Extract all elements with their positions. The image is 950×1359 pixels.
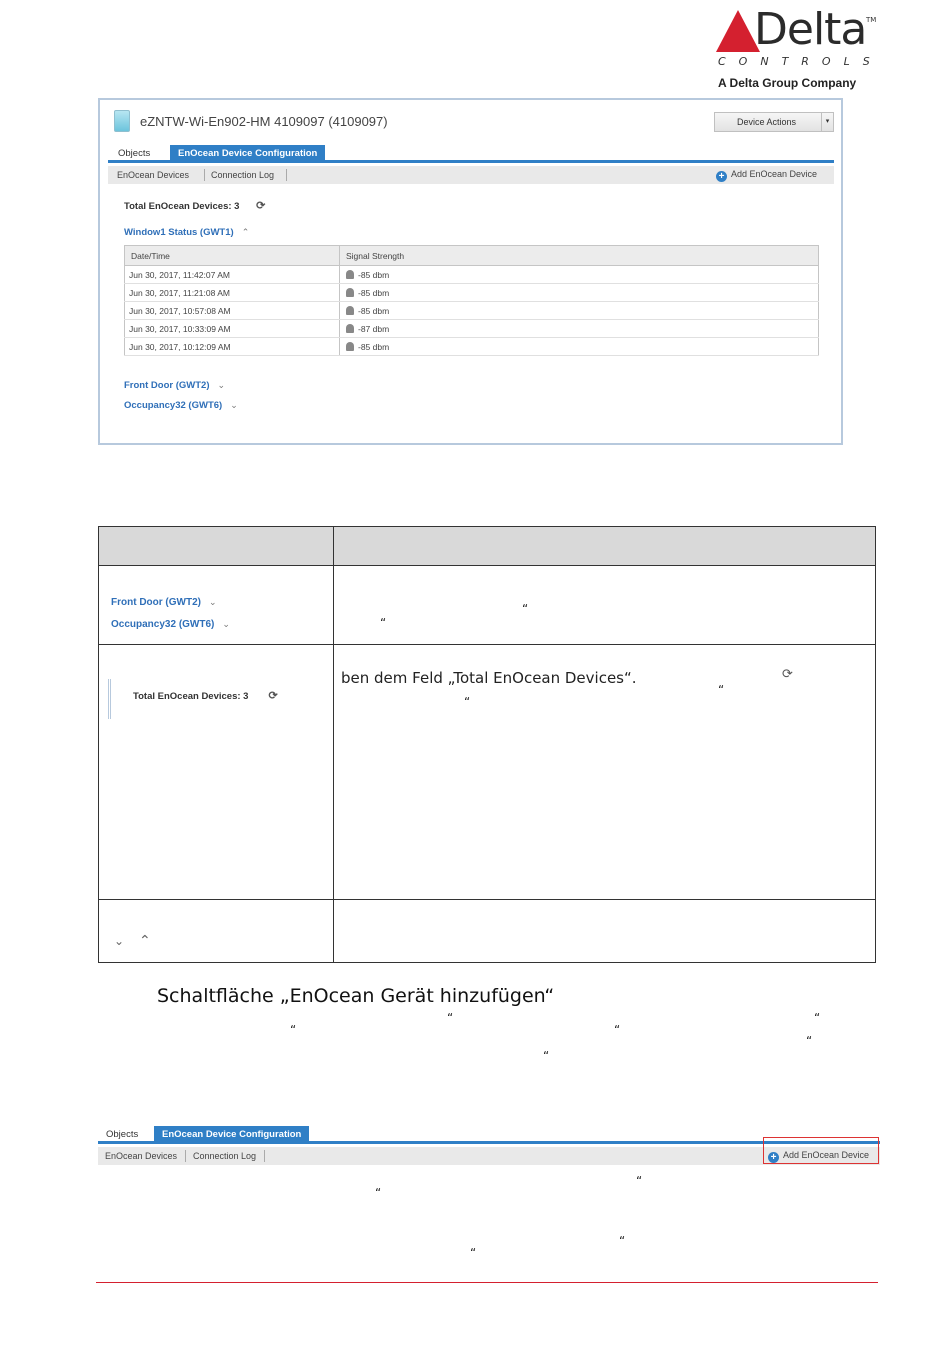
device-link: Front Door (GWT2) [111,597,201,608]
signal-icon [346,270,354,279]
table-cell [333,899,876,963]
subtab-divider [204,169,205,181]
logo-tm: TM [866,16,877,24]
footer-divider [96,1282,878,1283]
subtab-enocean-devices[interactable]: EnOcean Devices [105,1151,178,1161]
column-header-datetime: Date/Time [125,246,340,266]
tab-enocean-device-configuration[interactable]: EnOcean Device Configuration [154,1126,309,1144]
refresh-icon: ⟳ [782,667,793,682]
expand-icon: ⌄ [222,619,230,629]
cell-datetime: Jun 30, 2017, 10:12:09 AM [125,338,340,356]
table-header-cell [333,526,876,566]
total-devices-text: Total EnOcean Devices: 3 [124,201,240,212]
tab-bar [108,145,834,163]
device-occupancy32-example [111,619,230,630]
frame-edge [108,679,111,719]
signal-icon [346,342,354,351]
device-link[interactable]: Occupancy32 (GWT6) [124,400,223,411]
table-row [125,320,819,338]
add-enocean-device-button[interactable] [716,169,817,182]
quote-mark: “ [464,695,471,709]
add-device-screenshot [98,1126,880,1166]
table-cell [98,899,334,963]
subtab-divider [185,1150,186,1162]
total-devices-example [133,689,278,702]
collapse-icon[interactable]: ⌃ [241,227,250,237]
subtab-divider [264,1150,265,1162]
tab-objects[interactable]: Objects [106,1129,139,1140]
device-title: eZNTW-Wi-En902-HM 4109097 (4109097) [140,114,388,129]
tab-enocean-device-configuration[interactable]: EnOcean Device Configuration [170,145,325,163]
quote-mark: “ [375,1186,382,1200]
quote-mark: “ [814,1011,821,1025]
cell-text: ben dem Feld „Total EnOcean Devices“. [341,669,637,687]
cell-signal [340,338,819,356]
cell-signal [340,284,819,302]
table-cell [333,565,876,645]
table-cell [333,644,876,900]
device-link[interactable]: Front Door (GWT2) [124,380,210,391]
table-row [125,302,819,320]
table-row [125,338,819,356]
plus-icon: + [716,171,727,182]
subtab-connection-log[interactable]: Connection Log [211,170,275,180]
expand-icon: ⌄ [208,597,217,607]
cell-datetime: Jun 30, 2017, 11:21:08 AM [125,284,340,302]
table-header-row [125,246,819,266]
expand-icon[interactable]: ⌄ [230,400,238,410]
device-front-door-example [111,597,217,608]
cell-datetime: Jun 30, 2017, 11:42:07 AM [125,266,340,284]
subtab-enocean-devices[interactable]: EnOcean Devices [117,170,190,180]
column-header-signal: Signal Strength [340,246,819,266]
device-occupancy32[interactable] [124,400,238,411]
quote-mark: “ [447,1011,454,1025]
logo-group-tagline: A Delta Group Company [718,76,857,90]
signal-value: -85 dbm [358,287,390,298]
expand-icon[interactable]: ⌄ [217,380,226,390]
quote-mark: “ [619,1234,626,1248]
signal-icon [346,324,354,333]
device-config-screenshot [98,98,843,445]
signal-icon [346,288,354,297]
refresh-icon[interactable]: ⟳ [256,200,266,212]
signal-value: -87 dbm [358,323,390,334]
collapse-icon: ⌃ [139,933,151,949]
logo-wordmark: Delta [754,4,867,55]
cell-signal [340,320,819,338]
total-devices-label [124,199,265,212]
subtab-bar [108,166,834,184]
section-heading: Schaltfläche „EnOcean Gerät hinzufügen“ [157,985,555,1007]
refresh-icon: ⟳ [268,690,278,702]
total-devices-text: Total EnOcean Devices: 3 [133,691,249,702]
device-front-door[interactable] [124,380,225,391]
quote-mark: “ [290,1023,297,1037]
signal-value: -85 dbm [358,305,390,316]
signal-value: -85 dbm [358,269,390,280]
dropdown-arrow-icon: ▾ [821,113,833,131]
cell-signal [340,302,819,320]
cell-signal [340,266,819,284]
table-cell [98,644,334,900]
device-link: Occupancy32 (GWT6) [111,619,215,630]
quote-mark: “ [470,1246,477,1260]
quote-mark: “ [718,683,725,697]
delta-controls-logo [716,4,883,96]
quote-mark: “ [543,1049,550,1063]
expand-icon: ⌄ [114,934,125,948]
description-table [98,526,876,963]
quote-mark: “ [522,602,529,616]
device-link[interactable]: Window1 Status (GWT1) [124,227,234,238]
quote-mark: “ [636,1174,643,1188]
add-device-label: Add EnOcean Device [731,169,818,179]
logo-controls: CONTROLS [718,55,883,68]
tab-objects[interactable]: Objects [118,148,151,159]
connection-log-table [124,245,819,356]
plus-icon: + [768,1152,779,1163]
subtab-divider [286,169,287,181]
device-icon [114,110,130,132]
device-actions-label: Device Actions [737,117,797,127]
device-window1-status[interactable] [124,227,249,238]
cell-datetime: Jun 30, 2017, 10:57:08 AM [125,302,340,320]
subtab-connection-log[interactable]: Connection Log [193,1151,257,1161]
signal-icon [346,306,354,315]
device-actions-dropdown[interactable] [714,112,834,132]
highlight-box [763,1137,879,1164]
signal-value: -85 dbm [358,341,390,352]
table-row [125,284,819,302]
table-header-cell [98,526,334,566]
cell-datetime: Jun 30, 2017, 10:33:09 AM [125,320,340,338]
quote-mark: “ [614,1023,621,1037]
quote-mark: “ [380,616,387,630]
quote-mark: “ [806,1034,813,1048]
table-cell [98,565,334,645]
add-device-label: Add EnOcean Device [783,1150,870,1160]
table-row [125,266,819,284]
